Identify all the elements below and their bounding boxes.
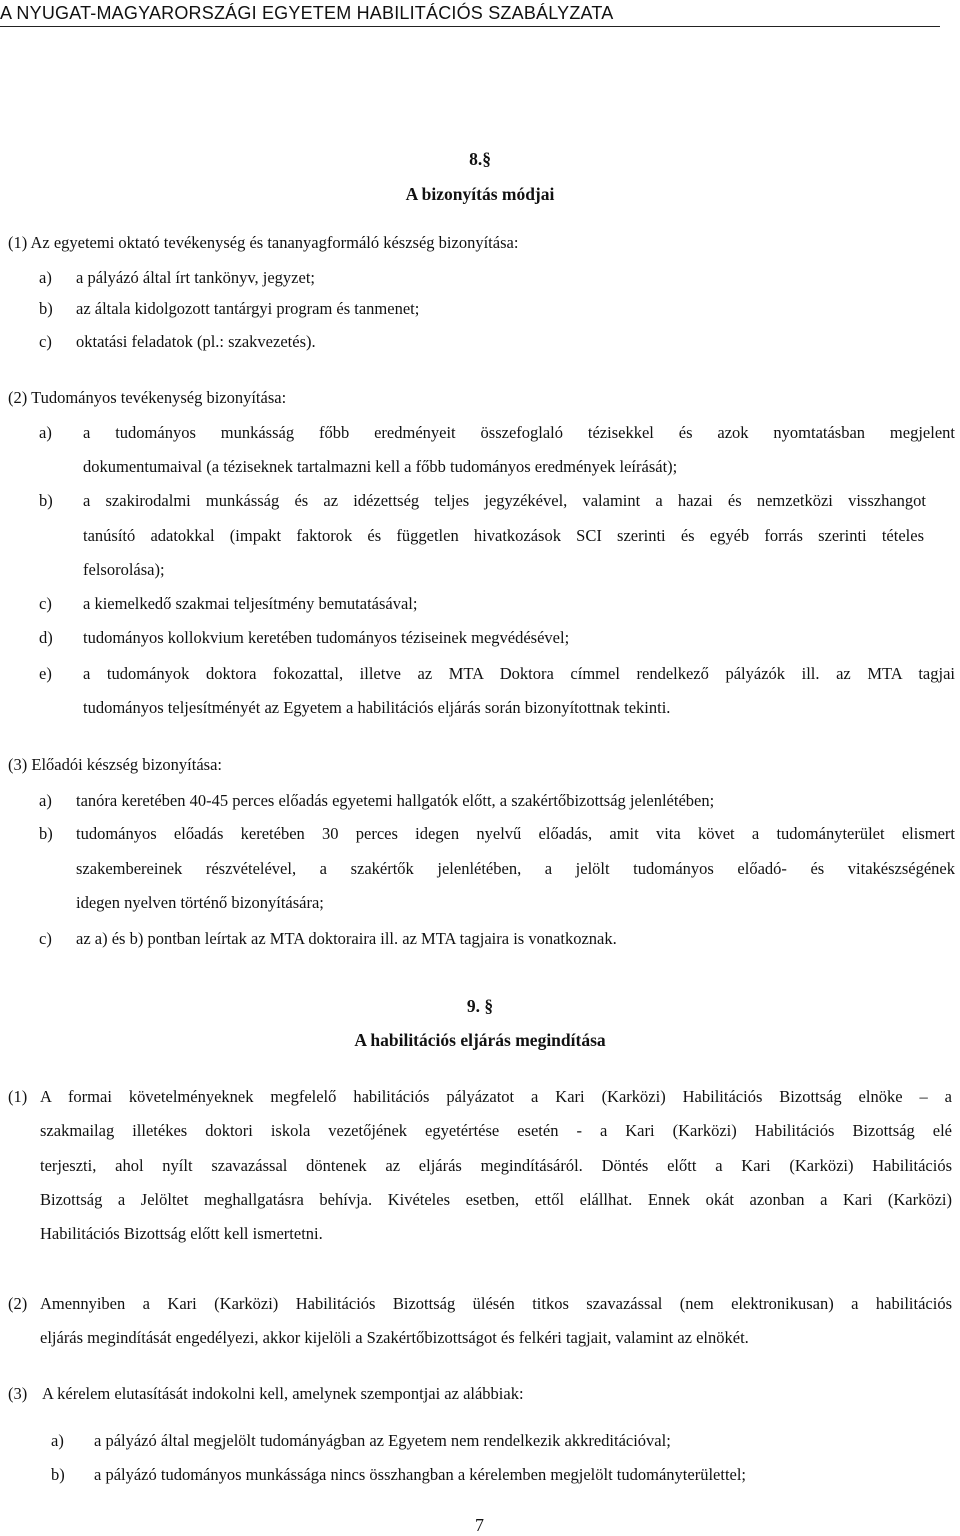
s9-p2-line2: eljárás megindítását engedélyezi, akkor kijelöli a Szakértőbizottságot és felkéri tagjait, valamint az elnökét. [40,1328,749,1347]
s9-p3-a-text: a pályázó által megjelölt tudományágban az Egyetem nem rendelkezik akkreditációval; [94,1431,671,1450]
s8-p2-a-label: a) [39,423,52,442]
s9-p1-line5: Habilitációs Bizottság előtt kell ismertetni. [40,1224,323,1243]
s8-p2-a-line1: a tudományos munkásság főbb eredményeit összefoglaló tézisekkel és azok nyomtatásban megjelent [83,423,955,442]
s9-p2-line1: Amennyiben a Kari (Karközi) Habilitációs Bizottság ülésén titkos szavazással (nem elektronikusan) a habilitációs [40,1294,952,1313]
s8-p2-intro: (2) Tudományos tevékenység bizonyítása: [8,388,287,407]
s8-p3-intro: (3) Előadói készség bizonyítása: [8,755,222,774]
s8-p2-b-label: b) [39,491,53,510]
s8-p1-a-label: a) [39,268,52,287]
s8-p2-e-line1: a tudományok doktora fokozattal, illetve az MTA Doktora címmel rendelkező pályázók ill. az MTA tagjai [83,664,955,683]
s8-p3-b-line3: idegen nyelven történő bizonyítására; [76,893,324,912]
s8-p1-c-text: oktatási feladatok (pl.: szakvezetés). [76,332,316,351]
s9-p3-b-text: a pályázó tudományos munkássága nincs összhangban a kérelemben megjelölt tudományterülettel; [94,1465,747,1484]
section-9-number: 9. § [466,996,494,1016]
paragraph-sign-icon: § [484,996,494,1016]
s8-p1-b-text: az általa kidolgozott tantárgyi program és tanmenet; [76,299,420,318]
s8-p3-b-line2: szakembereinek részvételével, a szakértők jelenlétében, a jelölt tudományos előadó- és vitakészségének [76,859,955,878]
s9-p3-text: A kérelem elutasítását indokolni kell, amelynek szempontjai az alábbiak: [42,1384,524,1403]
s9-p1-line2: szakmailag illetékes doktori iskola vezetőjének egyetértése esetén - a Kari (Karközi) Habilitációs Bizottság elé [40,1121,952,1140]
page-number: 7 [475,1515,484,1535]
document-header: A NYUGAT-MAGYARORSZÁGI EGYETEM HABILITÁCIÓS SZABÁLYZATA [0,2,940,27]
section-8-number: 8.§ [469,149,491,169]
section-8-title: A bizonyítás módjai [405,184,555,204]
s8-p3-c-text: az a) és b) pontban leírtak az MTA doktoraira ill. az MTA tagjaira is vonatkoznak. [76,929,617,948]
s8-p3-b-label: b) [39,824,53,843]
s8-p2-c-text: a kiemelkedő szakmai teljesítmény bemutatásával; [83,594,418,613]
s8-p2-b-line3: felsorolása); [83,560,165,579]
s8-p1-c-label: c) [39,332,52,351]
s9-p2-label: (2) [8,1294,28,1313]
s9-p1-line4: Bizottság a Jelöltet meghallgatásra behívja. Kivételes esetben, ettől elállhat. Ennek okát azonban a Kari (Karközi) [40,1190,952,1209]
s9-p3-b-label: b) [51,1465,65,1484]
s8-p2-d-label: d) [39,628,53,647]
s8-p2-a-line2: dokumentumaival (a téziseknek tartalmazni kell a főbb tudományos eredmények leírását); [83,457,678,476]
s9-p3-label: (3) [8,1384,28,1403]
s8-p1-a-text: a pályázó által írt tankönyv, jegyzet; [76,268,316,287]
s9-p1-line3: terjeszti, ahol nyílt szavazással döntenek az eljárás megindításáról. Döntés előtt a Kari (Karközi) Habilitációs [40,1156,952,1175]
s8-p2-e-line2: tudományos teljesítményét az Egyetem a habilitációs eljárás során bizonyítottnak tekinti. [83,698,671,717]
s8-p2-e-label: e) [39,664,52,683]
s9-p3-a-label: a) [51,1431,64,1450]
s8-p3-a-label: a) [39,791,52,810]
s8-p2-c-label: c) [39,594,52,613]
s8-p1-intro: (1) Az egyetemi oktató tevékenység és tananyagformáló készség bizonyítása: [8,233,519,252]
s8-p2-b-line2: tanúsító adatokkal (impakt faktorok és független hivatkozások SCI szerinti és egyéb forrás szerinti tételes [83,526,924,545]
paragraph-sign-icon: § [482,149,491,169]
s8-p3-c-label: c) [39,929,52,948]
s9-p1-label: (1) [8,1087,28,1106]
s8-p1-b-label: b) [39,299,53,318]
s8-p3-b-line1: tudományos előadás keretében 30 perces idegen nyelvű előadás, amit vita követ a tudományterület elismert [76,824,955,843]
section-9-title: A habilitációs eljárás megindítása [354,1030,606,1050]
s8-p3-a-text: tanóra keretében 40-45 perces előadás egyetemi hallgatók előtt, a szakértőbizottság jelenlétében; [76,791,715,810]
s8-p2-b-line1: a szakirodalmi munkásság és az idézettség teljes jegyzékével, valamint a hazai és nemzetközi visszhangot [83,491,926,510]
s8-p2-d-text: tudományos kollokvium keretében tudományos téziseinek megvédésével; [83,628,570,647]
s9-p1-line1: A formai követelményeknek megfelelő habilitációs pályázatot a Kari (Karközi) Habilitációs Bizottság elnöke – a [40,1087,952,1106]
